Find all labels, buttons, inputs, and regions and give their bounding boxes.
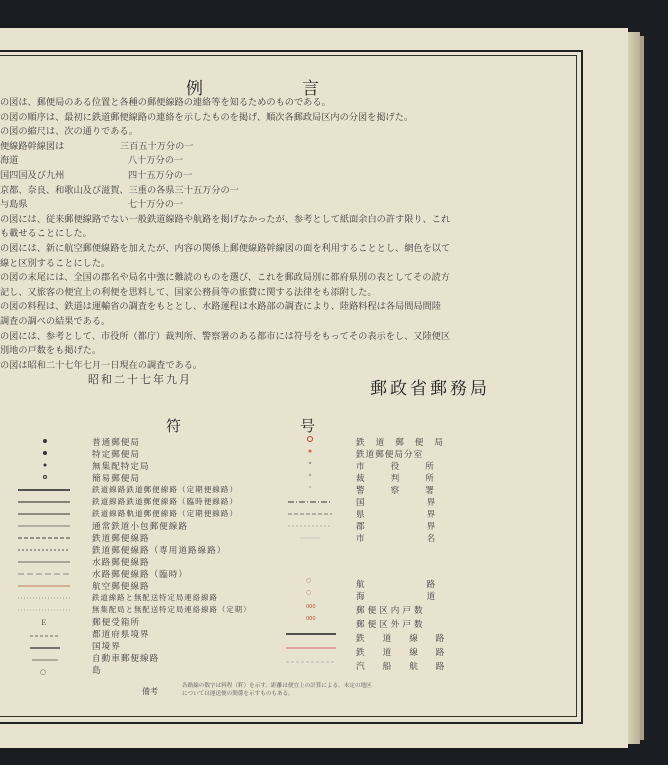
legend-left-item: 通常鉄道小包郵便線路 xyxy=(92,522,188,532)
legend-right-item: 市名 xyxy=(356,534,498,544)
police-symbol xyxy=(309,486,311,488)
note-line: も載せることにした。 xyxy=(0,228,92,240)
island-symbol: ○ xyxy=(40,668,47,676)
note-line: 調査の調べの結果である。 xyxy=(0,315,111,327)
note-line: の図には、従来郵便線路でない一般鉄道線路や航路を掲げなかったが、参考として紙面余白の許す限り、これ xyxy=(0,213,451,225)
legend-right-item: 国界 xyxy=(356,498,498,508)
railway-branch-symbol xyxy=(309,450,312,453)
note-line: の図の料程は、鉄道は運輸省の調査をもととし、水路運程は水路部の調査により、陸路料程は各局間局間陸 xyxy=(0,301,441,313)
legend-left-item: 無集配局と無配送特定局連絡線路（定期） xyxy=(92,605,252,614)
city-office-symbol xyxy=(309,462,311,464)
specific-office-symbol xyxy=(43,451,47,455)
footnote-label: 備考 xyxy=(142,687,158,696)
notes-block xyxy=(0,96,575,373)
scale-value: 四十五万分の一 xyxy=(128,169,193,181)
heading-char-1: 例 xyxy=(186,79,205,99)
legend-left-item: 鉄道郵便線路（専用道路線路） xyxy=(92,546,227,556)
note-line: の図には、参考として、市役所（都庁）裁判所、警察署のある都市には符号をもってその表示をし、又陸便区 xyxy=(0,330,451,342)
scale-line xyxy=(0,184,575,199)
scale-line xyxy=(0,154,575,169)
legend-right-item: 鉄道郵便局 xyxy=(356,438,454,448)
scale-line xyxy=(0,169,575,184)
scale-label: 国四国及び九州 xyxy=(0,169,65,181)
route-symbol: ○ xyxy=(306,589,312,596)
legend-left-item: 自動車郵便線路 xyxy=(92,654,160,664)
scale-line xyxy=(0,198,575,213)
legend-right-item: 汽船航路 xyxy=(356,662,463,672)
legend-left-item: 簡易郵便局 xyxy=(92,474,140,484)
legend-left-item: 無集配特定局 xyxy=(92,462,150,472)
legend-right-item: 航路 xyxy=(356,580,498,590)
legend-right-item: 海道 xyxy=(356,592,498,602)
legend-left-symbols xyxy=(0,430,90,680)
note-line: 別地の戸数をも掲げた。 xyxy=(0,345,102,357)
scale-value: 七十万分の一 xyxy=(128,199,184,211)
legend-right-item: 鉄道郵便局分室 xyxy=(356,450,424,460)
legend-left-item: 航空郵便線路 xyxy=(92,582,150,592)
non-delivery-office-symbol xyxy=(44,464,47,467)
note-line: の図には、新に航空郵便線路を加えたが、内容の関係上郵便線路幹線図の面を利用することとし、網色を以て xyxy=(0,242,451,254)
scale-label: 便線路幹線図は xyxy=(0,140,65,152)
bureau-name: 郵政省郵務局 xyxy=(370,379,490,399)
note-line: の図は昭和二十七年七月一日現在の調査である。 xyxy=(0,359,203,371)
footnote-text: 各路線の数字は料程（粁）を示す。距離は便宜上の計算による。未定の地区については運送便の関係を示すものもある。 xyxy=(182,683,372,697)
scale-label: 京都、奈良、和歌山及び滋賀、三重の各県三十五万分の一 xyxy=(0,184,239,196)
note-line: の図の末尾には、全国の郡名や局名中強に難読のものを選び、これを郵政局別に都府県別の表としてその読方 xyxy=(0,272,450,284)
legend-title-1: 符 xyxy=(166,417,182,435)
legend-right-item: 郡界 xyxy=(356,522,498,532)
date-text: 昭和二十七年九月 xyxy=(88,373,192,386)
legend-right-item: 郵便区外戸数 xyxy=(356,620,426,630)
legend-left-item: 鉄道郵便線路 xyxy=(92,534,150,544)
count-symbol: 000 xyxy=(306,616,316,622)
legend-right-item: 市役所 xyxy=(356,462,460,472)
legend-left-item: 鉄道線路軌道郵便線路（定期便線路） xyxy=(92,509,239,518)
legend-left-item: 国境界 xyxy=(92,642,121,652)
route-symbol: ○ xyxy=(306,577,312,584)
box-symbol: Ｅ xyxy=(40,619,47,627)
legend-right-item: 警察署 xyxy=(356,486,460,496)
page-edge xyxy=(628,32,640,744)
note-line: 記し、又旅客の便宜上の利便を思料して、国家公務員等の旅費に関する法律をも添附した。 xyxy=(0,286,377,298)
legend-title-2: 号 xyxy=(300,417,316,435)
heading-char-2: 言 xyxy=(302,79,321,99)
legend-left-item: 島 xyxy=(92,666,102,676)
scale-line xyxy=(0,140,575,155)
legend-left-item: 鉄道線路鉄道郵便線路（臨時便線路） xyxy=(92,497,239,506)
legend-left-item: 水路郵便線路 xyxy=(92,558,150,568)
note-line: の図の縮尺は、次の通りである。 xyxy=(0,126,138,138)
legend-right-item: 鉄道線路 xyxy=(356,634,463,644)
page-edge-shadow xyxy=(640,36,644,740)
simple-office-symbol xyxy=(44,476,47,479)
note-line: の図の順序は、最初に鉄道郵便線路の連絡を示したものを掲げ、順次各郵政局区内の分図を掲げた。 xyxy=(0,111,414,123)
legend-right-symbols xyxy=(280,430,350,680)
legend-left-item: 特定郵便局 xyxy=(92,450,140,460)
legend-left-item: 郵便受箱所 xyxy=(92,618,140,628)
scale-label: 海道 xyxy=(0,155,19,167)
legend-left-item: 普通郵便局 xyxy=(92,438,140,448)
court-symbol xyxy=(309,474,311,476)
scale-label: 与島県 xyxy=(0,199,28,211)
legend-right-item: 鉄道線路 xyxy=(356,648,463,658)
legend-left-item: 鉄道線路鉄道郵便線路（定期便線路） xyxy=(92,485,239,494)
legend-left-item: 鉄道線路と無配送特定局連絡線路 xyxy=(92,593,218,602)
scale-value: 八十万分の一 xyxy=(128,155,184,167)
note-line: 線と区別することにした。 xyxy=(0,257,111,269)
count-symbol: 000 xyxy=(306,604,316,610)
legend-right-item: 裁判所 xyxy=(356,474,460,484)
post-office-symbol xyxy=(43,439,47,443)
legend-right-item: 郵便区内戸数 xyxy=(356,606,426,616)
note-line: の図は、郵便局のある位置と各種の郵便線路の連絡等を知るためのものである。 xyxy=(0,97,331,108)
railway-post-symbol xyxy=(308,437,313,442)
legend-right-item: 県界 xyxy=(356,510,498,520)
scale-value: 三百五十万分の一 xyxy=(120,140,194,152)
legend-left-item: 水路郵便線路（臨時） xyxy=(92,570,188,580)
legend-left-item: 都道府県境界 xyxy=(92,630,150,640)
